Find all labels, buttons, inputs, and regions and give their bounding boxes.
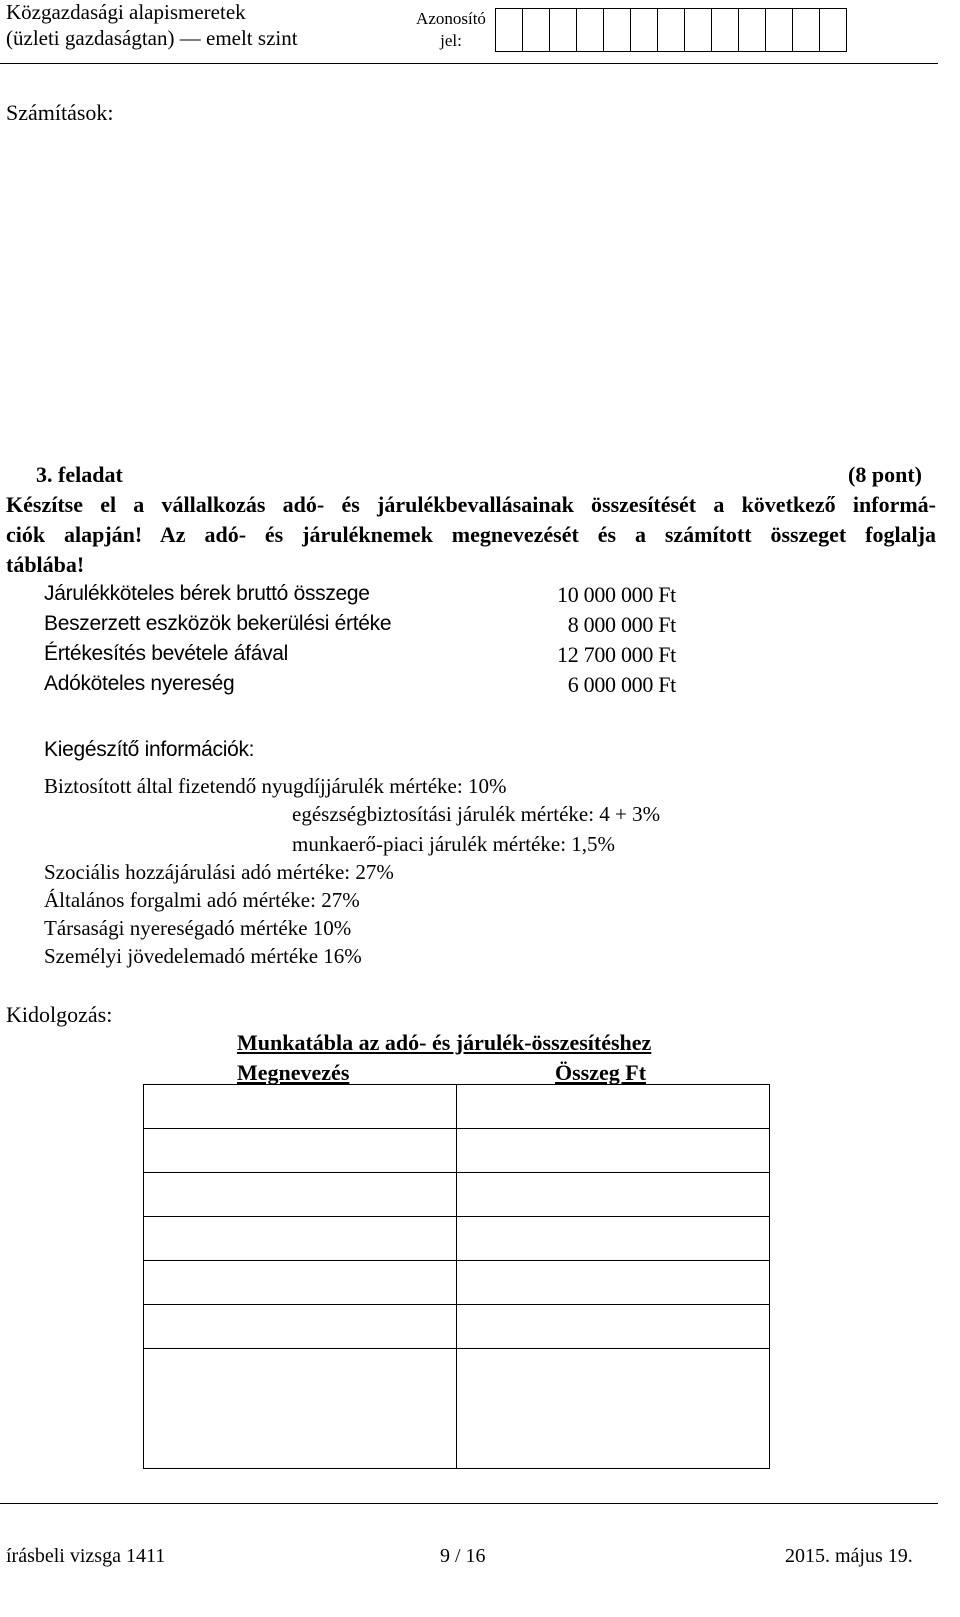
supplementary-line: Biztosított által fizetendő nyugdíjjárulék mértéke: 10% [44, 774, 507, 798]
id-box[interactable] [738, 8, 766, 52]
data-item-label: Beszerzett eszközök bekerülési értéke [44, 612, 392, 635]
page-number: 9 / 16 [440, 1545, 486, 1567]
solution-label: Kidolgozás: [6, 1002, 113, 1027]
data-item-value: 6 000 000 Ft [567, 672, 676, 697]
calculations-label: Számítások: [6, 100, 114, 125]
id-label-line1: Azonosító [416, 9, 486, 28]
task-title: 3. feladat [36, 462, 123, 487]
data-item [44, 672, 684, 696]
supplementary-line: Szociális hozzájárulási adó mértéke: 27% [44, 860, 394, 884]
id-box[interactable] [819, 8, 847, 52]
supplementary-line: Társasági nyereségadó mértéke 10% [44, 916, 352, 940]
name-cell[interactable] [144, 1217, 457, 1261]
amount-cell[interactable] [457, 1085, 770, 1129]
task-instruction-line: Készítse el a vállalkozás adó- és járulékbevallásainak összesítését a következő informá- [6, 492, 936, 517]
data-item-value: 12 700 000 Ft [557, 642, 676, 667]
data-item [44, 612, 684, 636]
id-label [410, 8, 492, 52]
amount-cell[interactable] [457, 1349, 770, 1469]
data-item [44, 642, 684, 666]
table-row [144, 1261, 770, 1305]
data-item-label: Járulékköteles bérek bruttó összege [44, 582, 370, 605]
data-item [44, 582, 684, 606]
worktable-col1-header: Megnevezés [237, 1060, 350, 1085]
id-box[interactable] [603, 8, 631, 52]
table-row [144, 1129, 770, 1173]
table-row [144, 1085, 770, 1129]
subject-title: Közgazdasági alapismeretek [6, 0, 246, 24]
task-instruction-line: ciók alapján! Az adó- és járuléknemek megnevezését és a számított összeget foglalja [6, 522, 936, 547]
task-instruction-line: táblába! [6, 552, 85, 577]
id-box[interactable] [765, 8, 793, 52]
table-row [144, 1305, 770, 1349]
id-box[interactable] [657, 8, 685, 52]
name-cell[interactable] [144, 1085, 457, 1129]
name-cell[interactable] [144, 1129, 457, 1173]
id-box[interactable] [549, 8, 577, 52]
data-item-value: 8 000 000 Ft [567, 612, 676, 637]
id-box[interactable] [684, 8, 712, 52]
id-boxes [496, 8, 847, 52]
id-box[interactable] [711, 8, 739, 52]
subject-subtitle-part2: emelt szint [206, 26, 298, 50]
supplementary-line: egészségbiztosítási járulék mértéke: 4 + 3% [292, 802, 661, 826]
name-cell[interactable] [144, 1305, 457, 1349]
header-rule [0, 63, 938, 64]
task-instruction [6, 490, 936, 580]
name-cell[interactable] [144, 1349, 457, 1469]
id-box[interactable] [630, 8, 658, 52]
task-heading [36, 462, 936, 488]
id-box[interactable] [495, 8, 523, 52]
name-cell[interactable] [144, 1173, 457, 1217]
worktable-title: Munkatábla az adó- és járulék-összesítéshez [237, 1030, 652, 1055]
subject-subtitle-part1: (üzleti gazdaságtan) [6, 26, 175, 50]
id-label-line2: jel: [440, 31, 462, 50]
amount-cell[interactable] [457, 1173, 770, 1217]
data-item-value: 10 000 000 Ft [557, 582, 676, 607]
supplementary-line: Általános forgalmi adó mértéke: 27% [44, 888, 360, 912]
footer-rule [0, 1503, 938, 1504]
name-cell[interactable] [144, 1261, 457, 1305]
footer-date: 2015. május 19. [785, 1545, 913, 1567]
table-row [144, 1217, 770, 1261]
data-item-label: Adóköteles nyereség [44, 672, 235, 695]
supplementary-line: Személyi jövedelemadó mértéke 16% [44, 944, 362, 968]
worktable [143, 1084, 770, 1469]
table-row [144, 1173, 770, 1217]
footer-exam: írásbeli vizsga 1411 [6, 1545, 166, 1567]
subject-subtitle-dash: — [179, 26, 201, 50]
id-box[interactable] [576, 8, 604, 52]
id-box[interactable] [792, 8, 820, 52]
subject-subtitle [6, 26, 298, 51]
worktable-col2-header: Összeg Ft [555, 1060, 647, 1085]
amount-cell[interactable] [457, 1129, 770, 1173]
supplementary-line: munkaerő-piaci járulék mértéke: 1,5% [292, 832, 616, 856]
data-item-label: Értékesítés bevétele áfával [44, 642, 289, 665]
task-points: (8 pont) [848, 462, 922, 487]
supplementary-heading: Kiegészítő információk: [44, 738, 255, 761]
amount-cell[interactable] [457, 1261, 770, 1305]
id-box[interactable] [522, 8, 550, 52]
amount-cell[interactable] [457, 1305, 770, 1349]
amount-cell[interactable] [457, 1217, 770, 1261]
table-row [144, 1349, 770, 1469]
